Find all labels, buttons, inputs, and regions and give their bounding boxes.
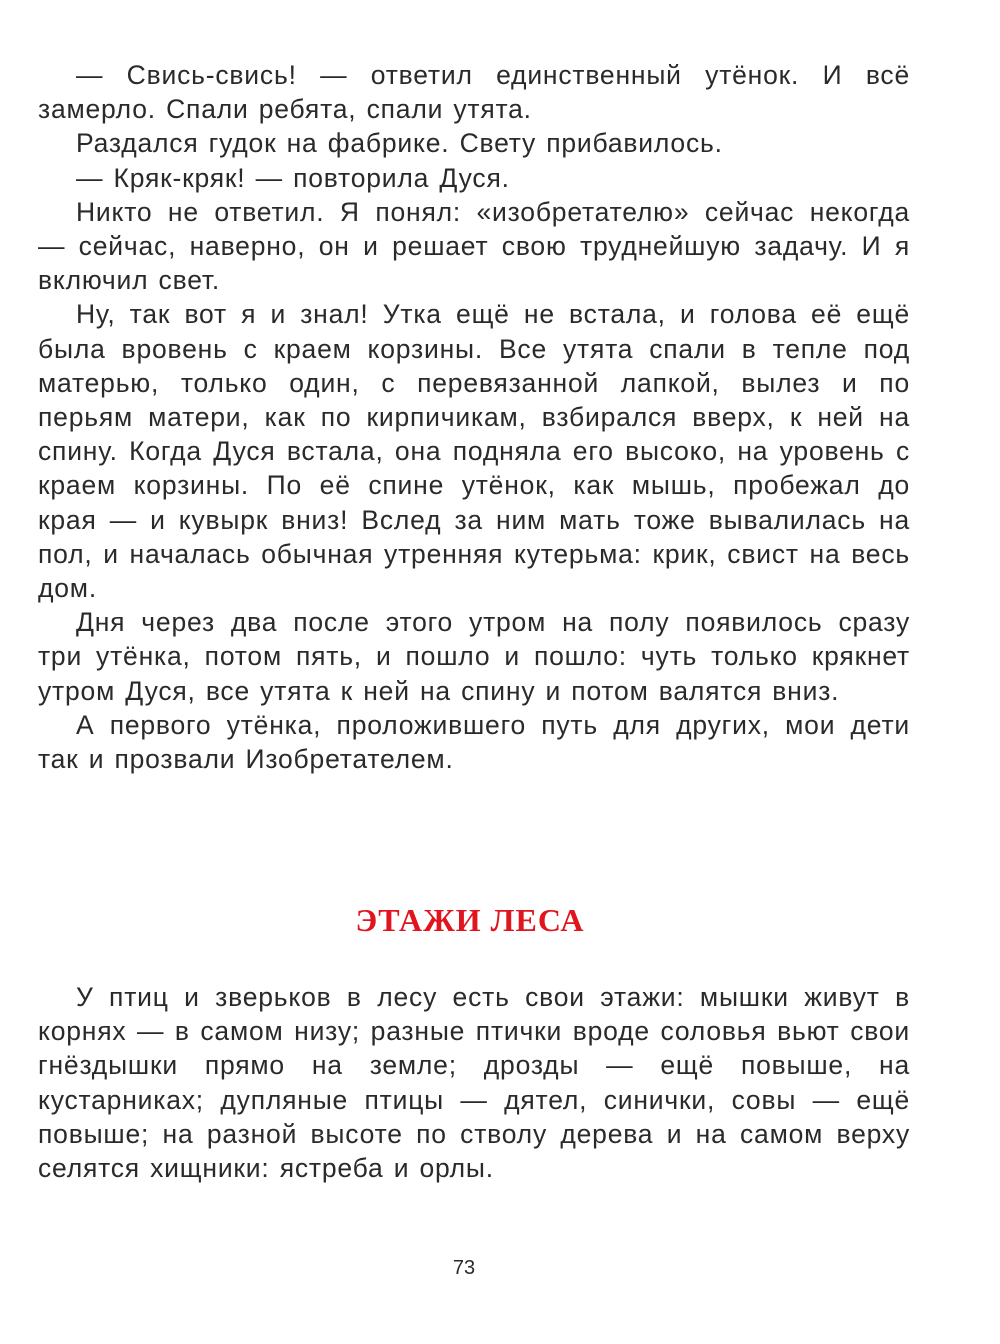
story-paragraph-7: А первого утёнка, проложившего путь для других, мои дети так и прозвали Изобретателем.: [38, 709, 910, 775]
story-paragraph-6: Дня через два после этого утром на полу появилось сразу три утёнка, потом пять, и пошло и пошло: чуть только крякнет утром Дуся, все утята к ней на спину и потом валятся вниз.: [38, 607, 910, 706]
story-paragraph-5: Ну, так вот я и знал! Утка ещё не встала, и голова её ещё была вровень с краем корзины. Все утята спали в тепле под матерью, только один, с перевязанной лапкой, вылез и по перьям матери, как по кирпичикам, взбирался вверх, к ней на спину. Когда Дуся встала, она подняла его высоко, на уровень с краем корзины. По её спине утёнок, как мышь, пробежал до края — и кувырк вниз! Вслед за ним мать тоже вывалилась на пол, и началась обычная утренняя кутерьма: крик, свист на весь дом.: [38, 299, 910, 604]
section-text-block: [38, 980, 910, 1185]
section-heading: ЭТАЖИ ЛЕСА: [355, 902, 585, 938]
story-text-block: [38, 58, 910, 776]
section-paragraph-1: У птиц и зверьков в лесу есть свои этажи: мышки живут в корнях — в самом низу; разные птички вроде соловья вьют свои гнёздышки прямо на земле; дрозды — ещё повыше, на кустарниках; дупляные птицы — дятел, синички, совы — ещё повыше; на разной высоте по стволу дерева и на самом верху селятся хищники: ястреба и орлы.: [38, 982, 910, 1184]
page-number: 73: [452, 1257, 476, 1279]
story-paragraph-4: Никто не ответил. Я понял: «изобретателю» сейчас некогда — сейчас, наверно, он и решает свою труднейшую задачу. И я включил свет.: [38, 196, 910, 296]
story-paragraph-3: — Кряк-кряк! — повторила Дуся.: [76, 162, 510, 193]
story-paragraph-1: — Свись-свись! — ответил единственный утёнок. И всё замерло. Спали ребята, спали утята.: [38, 60, 910, 125]
story-paragraph-2: Раздался гудок на фабрике. Свету прибавилось.: [76, 128, 723, 159]
